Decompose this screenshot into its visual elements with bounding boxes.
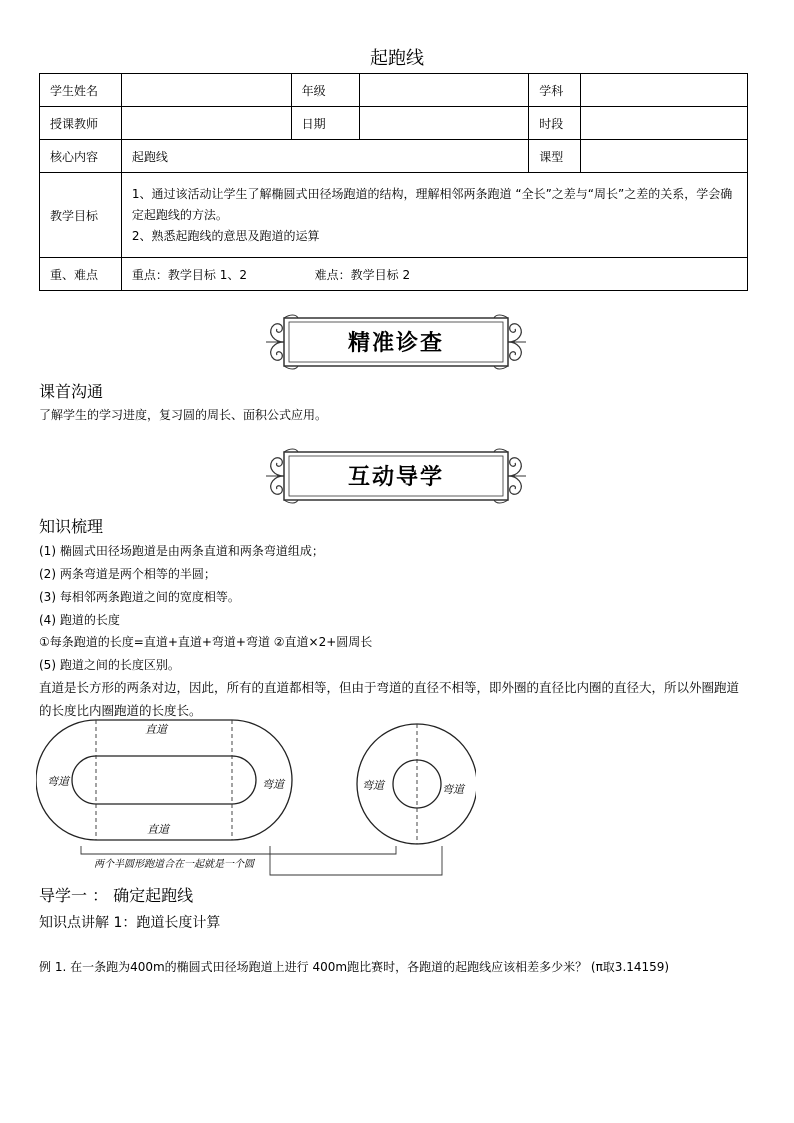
grade-label: 年级 [291,74,359,107]
period-value [581,107,748,140]
key-points-value [121,258,747,291]
table-row [40,140,748,173]
date-value [359,107,529,140]
teacher-value [121,107,291,140]
teaching-goals-label: 教学目标 [40,173,122,258]
teaching-goals-value [121,173,747,258]
label-left-curve: 弯道 [47,775,69,788]
banner-precise-diagnosis [262,312,530,372]
table-row [40,258,748,291]
diagram-caption: 两个半圆形跑道合在一起就是一个圆 [94,859,254,870]
list-item: (2) 两条弯道是两个相等的半圆； [39,567,216,581]
section-heading: 导学一 ： 确定起跑线 [39,886,194,905]
goal-1: 1、通过该活动让学生了解椭圆式田径场跑道的结构，理解相邻两条跑道 “全长”之差与“周长”之差的关系，学会确定起跑线的方法。 [131,186,733,222]
section-subheading: 知识点讲解 1：跑道长度计算 [39,915,221,931]
label-bottom-straight: 直道 [147,823,169,836]
section-heading: 知识梳理 [39,517,104,536]
lesson-info-table [39,73,748,291]
banner-interactive-guide [262,446,530,506]
table-row [40,107,748,140]
student-name-label: 学生姓名 [40,74,122,107]
lesson-type-label: 课型 [529,140,581,173]
difficult-points: 难点：教学目标 2 [314,267,411,282]
banner-title: 精准诊查 [347,330,444,356]
table-row [40,74,748,107]
subject-value [581,74,748,107]
explanation-paragraph: 直道是长方形的两条对边，因此，所有的直道都相等，但由于弯道的直径不相等，即外圈的直径比内圈的直径大，所以外圈跑道的长度比内圈跑道的长度长。 [39,680,740,718]
list-item: ①每条跑道的长度=直道+直道+弯道+弯道 ②直道×2+圆周长 [39,635,373,649]
goal-2: 2、熟悉起跑线的意思及跑道的运算 [131,228,320,243]
teacher-label: 授课教师 [40,107,122,140]
table-row [40,173,748,258]
key-points: 重点：教学目标 1、2 [131,267,248,282]
label-right-curve: 弯道 [262,778,284,791]
list-item: (4) 跑道的长度 [39,613,120,627]
list-item: (1) 椭圆式田径场跑道是由两条直道和两条弯道组成； [39,544,324,558]
track-diagram [36,718,476,878]
example-question: 例 1. 在一条跑为400m的椭圆式田径场跑道上进行 400m跑比赛时，各跑道的起跑线应该相差多少米？ (π取3.14159) [39,960,670,974]
section-heading: 课首沟通 [39,382,104,401]
grade-value [359,74,529,107]
banner-title: 互动导学 [347,464,444,490]
document-title: 起跑线 [370,48,424,69]
core-content-value: 起跑线 [121,140,528,173]
lesson-type-value [581,140,748,173]
list-item: (5) 跑道之间的长度区别。 [39,658,180,672]
core-content-label: 核心内容 [40,140,122,173]
period-label: 时段 [529,107,581,140]
list-item: (3) 每相邻两条跑道之间的宽度相等。 [39,590,240,604]
student-name-value [121,74,291,107]
label-circle-left: 弯道 [362,779,384,792]
date-label: 日期 [291,107,359,140]
section-text: 了解学生的学习进度，复习圆的周长、面积公式应用。 [39,408,328,422]
subject-label: 学科 [529,74,581,107]
label-circle-right: 弯道 [442,783,464,796]
key-points-label: 重、难点 [40,258,122,291]
label-top-straight: 直道 [145,723,167,736]
